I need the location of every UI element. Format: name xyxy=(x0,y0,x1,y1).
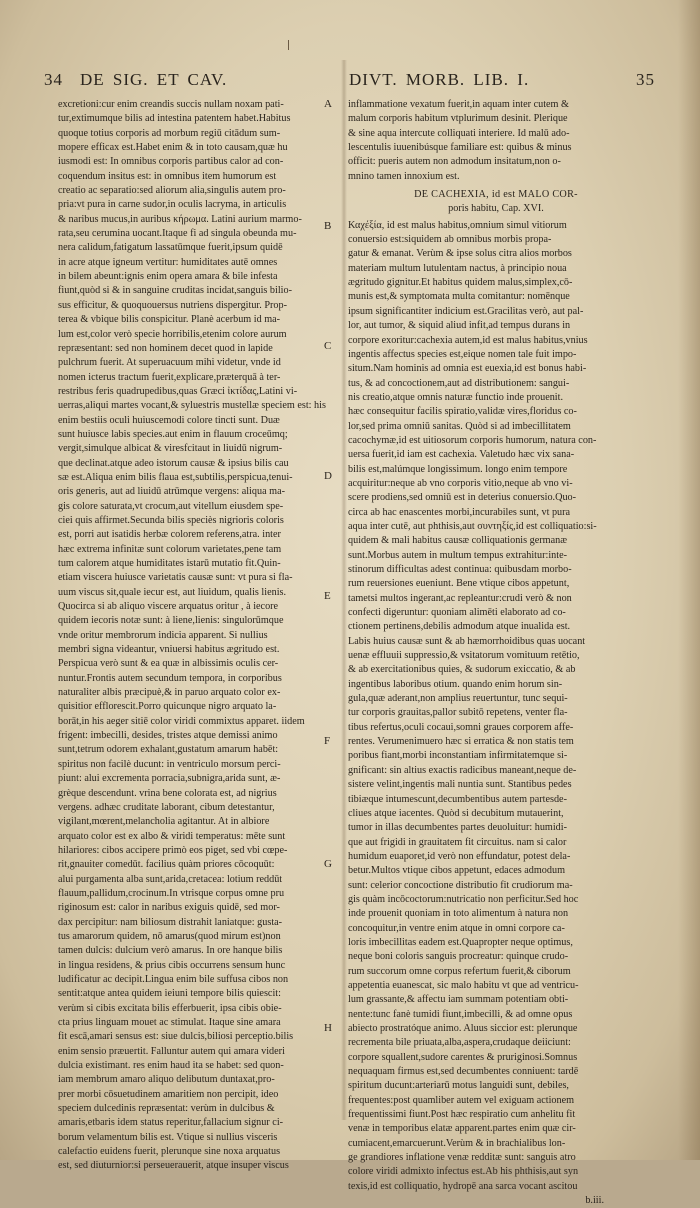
text-line: iusmodi est: In omnibus corporis partibus calor ad con- xyxy=(58,156,284,168)
text-line: rentes. Verumenimuero hæc si erratica & non statis tem xyxy=(348,736,574,748)
text-line: vigilant,mœrent,melancholia agitantur. At in albiore xyxy=(58,816,270,828)
text-line: hilariores: cibos accipere primò eos piget, sed vbi cœpe- xyxy=(58,844,288,856)
text-line: rum succorum omne corpus refertum fuerit,& ciborum xyxy=(348,965,571,977)
text-line: uersa fuerit,id iam est cachexia. Valetudo hæc vix sana- xyxy=(348,449,575,461)
text-line: Labis huius causæ sunt & ab hæmorrhoidibus quas uocant xyxy=(348,635,586,647)
text-line: ludificatur ac decipit.Lingua enim bile suffusa cibos non xyxy=(58,973,289,985)
text-line: lum est,color verò specie horribilis,etenim colore aurum xyxy=(58,328,287,340)
running-title-left: DE SIG. ET CAV. xyxy=(80,70,228,89)
text-line: lor,sed prima omniū sanitas. Quòd si ad imbecillitatem xyxy=(348,420,571,432)
text-line: texis,id est colliquatio, hydropē ana sarca vocant ascitou xyxy=(348,1180,578,1192)
margin-letter-g: G xyxy=(324,858,332,870)
text-line: frequentes:post quamliber autem vel exiguam actionem xyxy=(348,1094,575,1106)
text-line: circa ab hac enascentes morbi,incurabiles sunt, vt pura xyxy=(348,506,571,518)
text-line: sunt,tetrum odorem exhalant,gustatum amarum habēt: xyxy=(58,744,279,756)
text-line: abiecto prostratóque animo. Aluus siccior est: plerunque xyxy=(348,1023,578,1034)
text-line: frigent: imbecilli, desides, tristes atque demissi animo xyxy=(58,730,278,742)
rule-mark xyxy=(288,40,289,50)
text-line: concoquitur,in ventre enim atque in omni corpore ca- xyxy=(348,922,565,934)
text-line: ipsum significantiter indicium est.Gracilitas verò, aut pal- xyxy=(348,305,584,317)
text-line: prer morbi cōsuetudinem amaritiem non percipit, ideo xyxy=(58,1088,279,1100)
text-line: in lingua residens, & prius cibis occurrens sensum hunc xyxy=(58,959,286,971)
text-line: confecti digeruntur: quoniam alimēti elaborato ad co- xyxy=(348,607,566,619)
text-line: vnde oritur membrorum indicia apparent. Si nullius xyxy=(58,629,268,641)
text-line: tur,extimumque bilis ad intestina patentem habet.Habitus xyxy=(58,113,291,125)
text-line: calefactio euidens fuerit, plerunque sine noxa arquatus xyxy=(58,1146,281,1158)
text-line: inde prouenit quoniam in toto alimentum à natura non xyxy=(348,908,569,920)
text-line: ingentis affectus species est,eique nomen tale fuit impo- xyxy=(348,348,577,360)
signature-mark: b.iii. xyxy=(585,1195,604,1207)
text-line: quidem & mali habitus causæ colliquationis germanæ xyxy=(348,535,567,547)
text-line: vergit,simulque albicat & viresfcitaut in liuidū nigrum- xyxy=(58,443,283,455)
text-line: gnificant: sin altius exactis radicibus maneant,neque de- xyxy=(348,764,577,776)
right-text-column xyxy=(348,98,644,1208)
text-line: gula,quæ aderant,non amplius reuertuntur, tunc sequi- xyxy=(348,693,568,705)
text-line: cumiacent,emarcuerunt.Verùm & in brachialibus lon- xyxy=(348,1137,566,1149)
running-header xyxy=(44,70,666,98)
chapter-heading xyxy=(348,188,644,217)
text-line: tur corporis grauitas,pallor subitō repetens, venter fla- xyxy=(348,707,568,719)
text-line: Καχέξία, id est malus habitus,omnium simul vitiorum xyxy=(348,219,567,231)
text-line: hæc consequitur facilis spiratio,validæ vires,floridus co- xyxy=(348,406,577,418)
text-line: etiam viscera huiusce varietatis causæ sunt: vt pura si fla- xyxy=(58,572,293,584)
text-line: uerras,aliqui martes vocant,& syluestris mustellæ speciem est: his xyxy=(58,400,326,412)
text-line: nequaquam firmus est,sed decumbentes conniuent: tardē xyxy=(348,1066,579,1078)
text-line: cacochymæ,id est uitiosorum corporis humorum, natura con- xyxy=(348,434,597,446)
margin-letter-a: A xyxy=(324,98,332,110)
text-line: alui purgamenta alba sunt,arida,cretacea: lotium reddūt xyxy=(58,873,283,885)
text-line: pria:vt pura in carne sudor,in oculis lacryma, in articulis xyxy=(58,199,287,211)
text-line: poribus fiant,morbi inconstantiam infirmitatemque si- xyxy=(348,750,568,762)
text-line: sunt.Morbus autem in multum tempus extrahitur:inte- xyxy=(348,549,568,561)
text-line: coquendum insitus est: in omnibus item humorum est xyxy=(58,170,277,182)
text-line: est, porri aut isatidis herbæ colorem referens,atra. inter xyxy=(58,529,281,541)
text-line: corpore squallent,sudore carentes & pruriginosi.Somnus xyxy=(348,1051,578,1063)
margin-letter-f: F xyxy=(324,735,331,747)
text-line: mnino tamen innoxium est. xyxy=(348,170,460,182)
book-gutter xyxy=(341,60,347,1120)
chapter-title-line2: poris habitu, Cap. XVI. xyxy=(448,203,544,215)
text-line: ciei quis affirmet.Secunda bilis speciès nigrioris coloris xyxy=(58,514,284,526)
text-line: quidem iecoris notæ sunt: à liene,lienis: singulorūmque xyxy=(58,615,284,627)
text-line: fiunt,quòd si & in sanguine cruditas incidat,sanguis bilio- xyxy=(58,285,292,297)
text-line: & sine aqua intercute colliquati interiere. Id malū ado- xyxy=(348,127,570,139)
text-line: pulchrum fuerit. At superuacuum mihi videtur, vnde id xyxy=(58,357,281,369)
text-line: situm.Nam hominis ad omnia est euexia,id est bonus habi- xyxy=(348,363,587,375)
text-line: Perspicua verò sunt & ea quæ in albissimis oculis cer- xyxy=(58,658,279,670)
text-line: enim bestiis oculi huiuscemodi colore tincti sunt. Duæ xyxy=(58,414,280,426)
text-line: sus efficitur, & quoquouersus nutriens dispergitur. Prop- xyxy=(58,299,287,311)
text-line: stinorum difficultas adest continua: quibusdam morbo- xyxy=(348,564,572,575)
text-line: nomen icterus tractum fuerit,explicare,præterquā à ter- xyxy=(58,371,281,383)
text-line: aqua inter cutē, aut phthisis,aut συντηξίς,id est colliquatio:si- xyxy=(348,520,597,532)
text-line: lum grassante,& affectu iam summam potentiam obti- xyxy=(348,994,569,1006)
text-line: ctionem pertinens,debilis admodum atque inualida est. xyxy=(348,621,571,633)
text-line: mopere efficax est.Habet enim & in toto causam,quæ hu xyxy=(58,142,288,154)
text-line: & ab exercitationibus quies, & sudorum exiccatio, & ab xyxy=(348,664,576,676)
page-edge xyxy=(678,0,700,1160)
text-line: Quocirca si ab aliquo viscere arquatus oritur , à iecore xyxy=(58,601,279,613)
text-line: tum calorem atque humiditates istarū mutatio fit.Quin- xyxy=(58,558,281,569)
text-line: materiam multum lutulentam nactus, à principio noua xyxy=(348,262,567,274)
text-line: & naribus mucus,in auribus κήρωμα. Latini aurium marmo- xyxy=(58,213,302,225)
text-line: tus amarorum quidem, nō amarus(quod mirum est)non xyxy=(58,930,281,942)
text-line: tus, & ad concoctionem,aut ad distributionem: sangui- xyxy=(348,377,570,389)
margin-letter-d: D xyxy=(324,470,332,482)
right-top-paragraph xyxy=(348,98,644,184)
text-line: restribus feris quadrupedibus,quas Græci ἰκτίδας,Latini vi- xyxy=(58,385,298,397)
text-line: neque boni coloris sanguis procreatur: quinque crudo- xyxy=(348,951,569,963)
text-line: arquato color est ex albo & viridi temperatus: mēte sunt xyxy=(58,830,286,842)
text-line: rit,gnauiter comedūt. facilius quàm priores cōcoquūt: xyxy=(58,859,275,871)
text-line: bilis est,malúmque longissimum. longo enim tempore xyxy=(348,463,568,475)
text-line: nuntur.Frontis autem secundum tempora, in corporibus xyxy=(58,672,282,684)
text-line: borāt,in his aeger sitiē color viridi commixtus apparet. iidem xyxy=(58,715,305,727)
text-line: piunt: alui excrementa porracia,subnigra,arida sunt, æ- xyxy=(58,773,281,785)
text-line: nente:tunc fanè tumidi fiunt,imbecilli, & ad omne opus xyxy=(348,1008,573,1020)
text-line: lor, aut tumor, & siquid aliud infit,ad tempus durans in xyxy=(348,320,571,332)
text-line: rata,seu cerumina uocant.Itaque fi ad singula obeunda mu- xyxy=(58,228,297,240)
page-number-right: 35 xyxy=(636,70,655,89)
text-line: que declinat.atque adeo istorum causæ & ipsius bilis cau xyxy=(58,457,289,469)
margin-letter-e: E xyxy=(324,590,331,602)
text-line: nis creatio,atque omnis naturæ functio inde prouenit. xyxy=(348,391,564,403)
text-line: borum velamentum bilis est. Vtique si nullius visceris xyxy=(58,1131,278,1143)
text-line: tibus refertus,oculi cocaui,somni graues corporem affe- xyxy=(348,721,574,733)
text-line: spiritum ducunt:arteriarū motus languidi sunt, debiles, xyxy=(348,1080,569,1092)
text-line: rum reuersiones eueniunt. Bene vtique cibos appetunt, xyxy=(348,578,570,590)
margin-letter-h: H xyxy=(324,1022,332,1034)
text-line: dax percipitur: nam biliosum distrahit laniatque: gusta- xyxy=(58,916,283,928)
text-line: quoque totius corporis ad morbum regiū citādum sum- xyxy=(58,127,281,139)
text-line: recrementa bile priuata,alba,aspera,crudaque deiiciunt: xyxy=(348,1037,571,1049)
left-text-column xyxy=(58,98,332,1174)
text-line: uenæ effluuii suppressio,& vsitatorum vomituum retētio, xyxy=(348,650,580,662)
text-line: acquiritur:neque ab vno corporis vitio,neque ab vno vi- xyxy=(348,477,573,489)
text-line: loris imbecillitas eadem est.Quapropter neque optimus, xyxy=(348,936,573,948)
text-line: repræsentant: sed non hominem decet quod in lapide xyxy=(58,342,273,354)
page-number-left: 34 xyxy=(44,70,63,89)
chapter-title-line1: DE CACHEXIA, id est MALO COR- xyxy=(414,189,578,201)
text-line: quisitior efflorescit.Porro quicunque nigro arquato la- xyxy=(58,701,277,713)
text-line: est, sed diuturnior:si perseuerauerit, atque insuper viscus xyxy=(58,1160,289,1172)
text-line: gis colore saturata,vt crocum,aut vitellum eiusdem spe- xyxy=(58,500,284,512)
text-line: que aut frigidi in grauitatem fit circuitus. nam si calor xyxy=(348,836,567,848)
text-line: malum corporis habitum vtplurimum desinit. Plerique xyxy=(348,113,568,125)
text-line: vergens. adhæc cruditate laborant, cibum detestantur, xyxy=(58,801,275,813)
text-line: amaris,etbaris idem status reperitur,fallacium signur ci- xyxy=(58,1117,284,1129)
text-line: venæ in temporibus elatæ apparent.partes enim quæ cir- xyxy=(348,1123,576,1135)
text-line: tumor in illas decumbentes partes deuoluitur: humidi- xyxy=(348,822,567,834)
text-line: speciem dulcedinis repræsentat: verùm in dulcibus & xyxy=(58,1103,275,1115)
text-line: frequentissimi fiunt.Post hæc respiratio cum anhelitu fit xyxy=(348,1109,576,1121)
text-line: cta prius linguam mouet ac stimulat. Itaque sine amara xyxy=(58,1017,281,1028)
text-line: naturaliter albis præcipuè,& in paruo arquato color ex- xyxy=(58,687,281,699)
text-line: uum viscus sit,quale iecur est, aut liuidum, qualis lienis. xyxy=(58,586,287,598)
text-line: fit escā,amari sensus est: siue dulcis,biliosi perceptio.bilis xyxy=(58,1031,294,1043)
text-line: flauum,pallidum,crocinum.In vtrisque corpus omne pru xyxy=(58,887,285,899)
chapter-body xyxy=(348,219,644,1194)
margin-letter-c: C xyxy=(324,340,332,352)
text-line: hæc extrema infinitæ sunt colorum varietates,pene tam xyxy=(58,543,282,555)
text-line: in bilem abeunt:ignis enim opera amara & bile infesta xyxy=(58,271,278,283)
text-line: nera calidum,fatigatum lassatūmque fuerit,ipsum quidē xyxy=(58,242,283,254)
text-line: spiritus non facilè ducunt: in ventriculo morsum perci- xyxy=(58,758,281,770)
text-line: ægritudo gignitur.Et habitus quidem malus,simplex,cō- xyxy=(348,277,573,289)
text-line: officit: pueris autem non admodum insitatum,non o- xyxy=(348,156,561,168)
text-line: riginosum est: calor in naribus exiguis quidē, sed mor- xyxy=(58,902,280,914)
text-line: gis quàm incōcoctorum:nutricatio non perficitur.Sed hoc xyxy=(348,893,579,905)
text-line: terea & vbique bilis conspicitur. Planè acerbum id ma- xyxy=(58,314,281,326)
text-line: creatio ac separatio:sed aliorum alia,singulis autem pro- xyxy=(58,185,286,197)
text-line: tibiæque intumescunt,decumbentibus autem partesde- xyxy=(348,793,567,805)
text-line: oris generis, aut ad liuidū atrūmque vergens: aliqua ma- xyxy=(58,486,285,498)
text-line: corpore exoritur:cachexia autem,id est malus habitus,vnius xyxy=(348,334,588,346)
text-line: sentit:atque antea quidem ieiuni tempore bilis quiescit: xyxy=(58,988,281,1000)
text-line: ingentibus laboribus otium. quando enim horum sin- xyxy=(348,678,563,690)
text-line: conuersio est:siquidem ab omnibus morbis propa- xyxy=(348,234,552,246)
text-line: excretioni:cur enim creandis succis nullam noxam pati- xyxy=(58,99,284,110)
text-line: betur.Multos vtique cibos appetunt, edaces admodum xyxy=(348,865,566,877)
text-line: membri signa videantur, vniuersi habitus ægritudo est. xyxy=(58,644,280,656)
text-line: sistere velint,ingentis mali nuntia sunt. Stantibus pedes xyxy=(348,779,572,791)
text-line: inflammatione vexatum fuerit,in aquam inter cutem & xyxy=(348,99,569,110)
text-line: tametsi multos ingerant,ac repleantur:crudi verò & non xyxy=(348,592,572,604)
text-line: verùm si cibis excitata bilis efferbuerit, ipsa cibis obie- xyxy=(58,1002,282,1014)
text-line: sunt: celerior concoctione distributio fit crudiorum ma- xyxy=(348,879,573,891)
text-line: appetentia euanescat, sic malo habitu vt que ad ventricu- xyxy=(348,979,579,991)
text-line: sunt huiusce labis species.aut enim in flauum croceūmq; xyxy=(58,428,288,440)
text-line: humidum euaporet,id verò non effundatur, potest dela- xyxy=(348,850,571,862)
text-line: cliues atque iacentes. Quòd si decubitum mutauerint, xyxy=(348,807,564,819)
text-line: munis est,& symptomata multa comitantur: nomēnque xyxy=(348,291,570,303)
text-line: iam membrum amaro aliquo delibutum duntaxat,pro- xyxy=(58,1074,275,1086)
text-line: sæ est.Aliqua enim bilis flaua est,subtilis,perspicua,tenui- xyxy=(58,471,293,483)
text-line: scere prodiens,sed omniū est in deterius conuersio.Quo- xyxy=(348,492,577,504)
margin-letter-b: B xyxy=(324,220,332,232)
text-line: dulcia existimant. res enim haud ita se habet: sed quon- xyxy=(58,1060,284,1072)
text-line: in acre atque igneum vertitur: humiditates autē omnes xyxy=(58,256,278,268)
text-line: enim sensio præuertit. Falluntur autem qui amara videri xyxy=(58,1045,285,1057)
text-line: grèque descendunt. vrina bene colorata est, ad nigrius xyxy=(58,787,277,799)
text-line: ge grandiores inflatione venæ redditæ sunt: sanguis atro xyxy=(348,1152,576,1164)
text-line: colore viridi admixto infectus est.Ab his phthisis,aut syn xyxy=(348,1166,579,1178)
text-line: gatur & emanat. Verùm & ipse solus citra alios morbos xyxy=(348,248,572,260)
running-title-right: DIVT. MORB. LIB. I. xyxy=(349,70,530,89)
text-line: tamen dulcis: dulcium verò amarus. In ore hanque bilis xyxy=(58,945,283,957)
text-line: lescentulis iuuenibúsque familiare est: quibus & minus xyxy=(348,142,572,154)
